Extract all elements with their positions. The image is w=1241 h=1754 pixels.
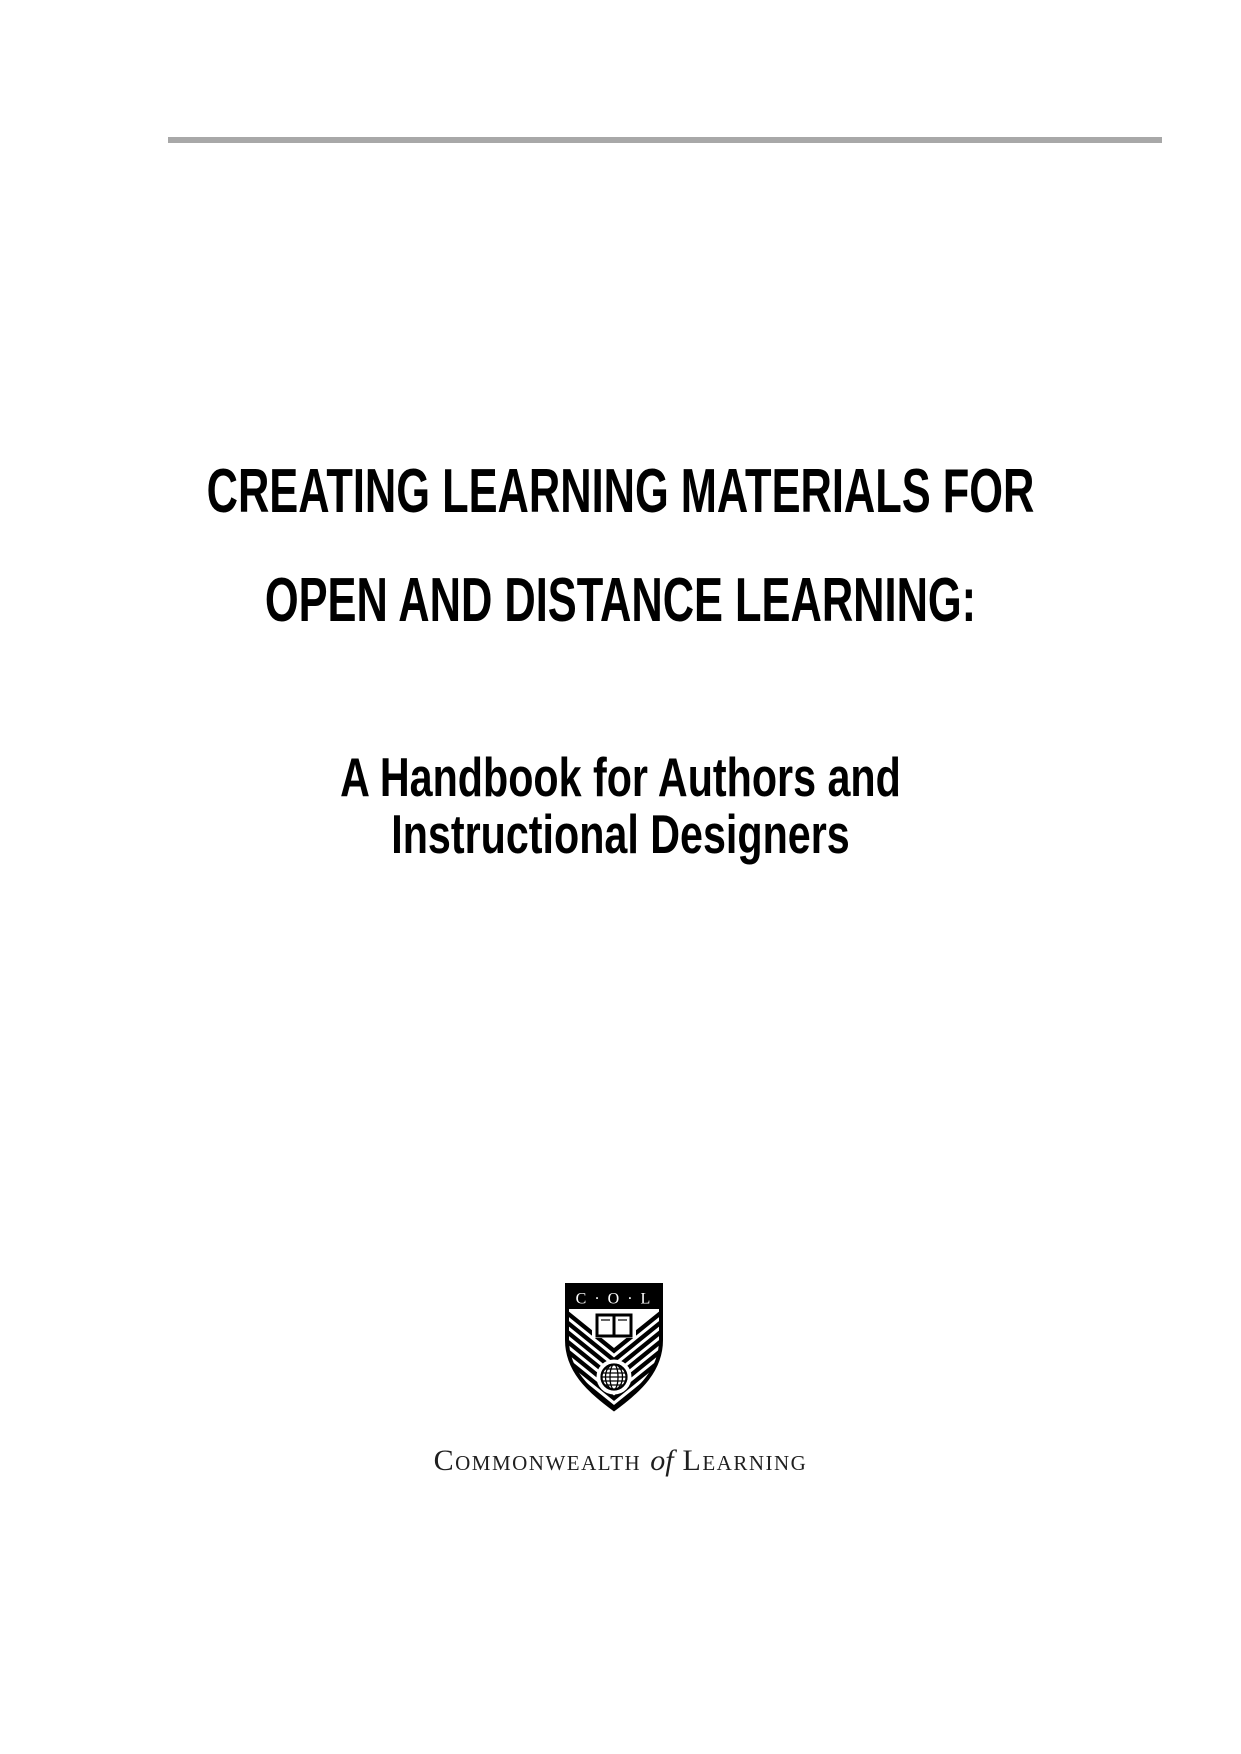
col-shield-icon [564,1282,664,1412]
caption-word-of: of [650,1444,674,1477]
col-acronym-text: C · O · L [575,1290,653,1308]
open-book-icon [592,1311,636,1338]
document-subtitle-line-1: A Handbook for Authors and [340,746,901,808]
document-title-line-1: CREATING LEARNING MATERIALS FOR [206,457,1035,526]
document-subtitle-line-2: Instructional Designers [391,803,850,865]
caption-word-learning: Learning [682,1444,808,1477]
caption-word-commonwealth: Commonwealth [433,1444,642,1477]
document-title-line-2: OPEN AND DISTANCE LEARNING: [264,566,977,635]
header-rule [168,137,1162,143]
logo-caption [0,1446,1241,1476]
globe-icon [599,1362,630,1393]
